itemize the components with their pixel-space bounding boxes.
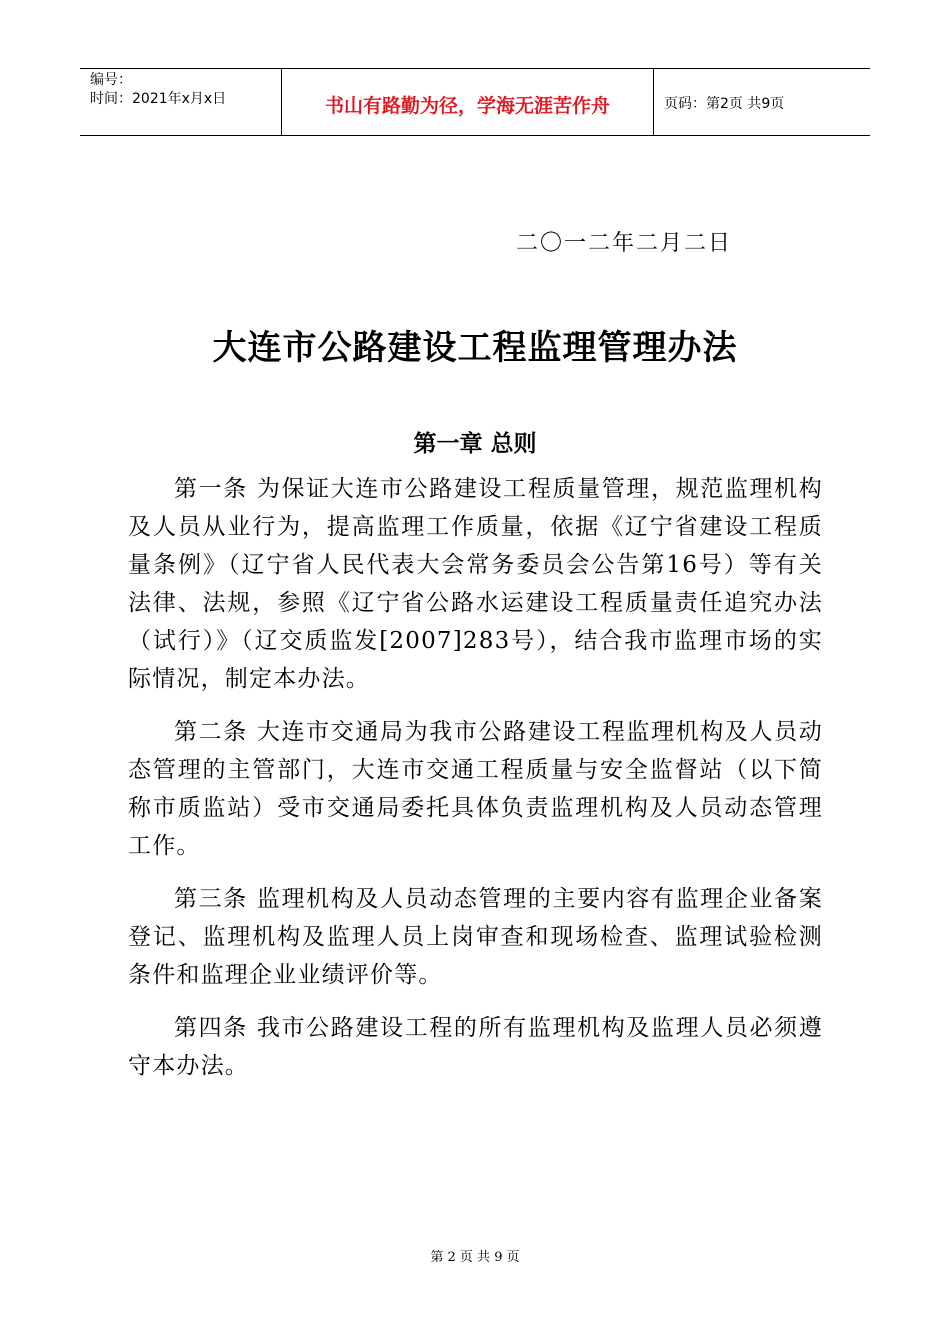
- article-3: 第三条 监理机构及人员动态管理的主要内容有监理企业备案登记、监理机构及监理人员上岗审查和现场检查、监理试验检测条件和监理企业业绩评价等。: [128, 886, 823, 988]
- document-date: 二〇一二年二月二日: [516, 231, 733, 256]
- page-header: [80, 68, 870, 136]
- article-1: 第一条 为保证大连市公路建设工程质量管理，规范监理机构及人员从业行为，提高监理工作质量，依据《辽宁省建设工程质量条例》（辽宁省人民代表大会常务委员会公告第16号）等有关法律、法规，参照《辽宁省公路水运建设工程质量责任追究办法（试行）》（辽交质监发[2007]283号），结合我市监理市场的实际情况，制定本办法。: [128, 476, 823, 692]
- document-title: 大连市公路建设工程监理管理办法: [212, 328, 738, 368]
- header-time: 时间：2021年x月x日: [90, 91, 227, 107]
- article-2: 第二条 大连市交通局为我市公路建设工程监理机构及人员动态管理的主管部门，大连市交通工程质量与安全监督站（以下简称市质监站）受市交通局委托具体负责监理机构及人员动态管理工作。: [128, 719, 823, 859]
- article-4: 第四条 我市公路建设工程的所有监理机构及监理人员必须遵守本办法。: [128, 1015, 823, 1079]
- header-meta: [80, 69, 282, 135]
- header-page-info: 页码：第2页 共9页: [664, 96, 785, 112]
- chapter-heading: 第一章 总则: [413, 431, 537, 457]
- header-motto: 书山有路勤为径，学海无涯苦作舟: [282, 69, 654, 135]
- header-number: 编号：: [90, 72, 132, 88]
- page-footer: 第 2 页 共 9 页: [430, 1250, 520, 1265]
- document-body: [128, 470, 823, 1100]
